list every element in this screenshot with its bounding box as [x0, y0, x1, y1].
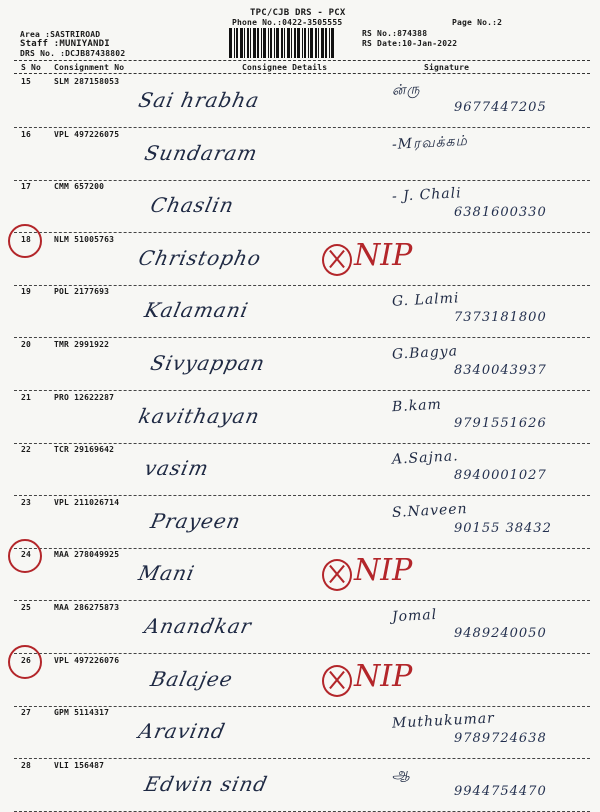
table-row	[14, 549, 590, 601]
row-signature: ன்ரு	[391, 81, 421, 99]
row-consignee-name: Christopho	[136, 245, 264, 270]
row-consignment-no: VPL 497226075	[54, 129, 120, 139]
row-consignee-name: Sundaram	[142, 140, 261, 165]
phone-number: Phone No.:0422-3505555	[232, 18, 343, 27]
row-phone-number: 90155 38432	[454, 520, 552, 536]
row-consignee-name: Aravind	[136, 719, 228, 744]
row-signature: - J. Chali	[391, 185, 463, 205]
circled-row-number-mark	[8, 224, 42, 258]
row-sno: 19	[21, 287, 32, 297]
col-sno: S No	[21, 63, 42, 72]
crossed-circle-mark-icon	[322, 244, 352, 276]
sheet-title: TPC/CJB DRS - PCX	[250, 8, 346, 18]
row-sno: 22	[21, 445, 32, 455]
row-nip-mark: NIP	[354, 237, 413, 273]
table-row	[14, 286, 590, 338]
row-consignee-name: Sai hrabha	[136, 88, 262, 112]
table-row	[14, 497, 590, 549]
crossed-circle-mark-icon	[322, 665, 352, 697]
row-consignment-no: TCR 29169642	[54, 445, 115, 455]
page-number: Page No.:2	[452, 18, 503, 27]
table-row	[14, 602, 590, 654]
row-sno: 20	[21, 340, 32, 349]
row-consignment-no: MAA 286275873	[54, 603, 120, 612]
row-signature: B.kam	[391, 396, 443, 415]
table-row	[14, 234, 590, 286]
row-signature: A.Sajna.	[391, 448, 460, 468]
row-sno: 16	[21, 129, 32, 139]
rs-date: RS Date:10-Jan-2022	[362, 39, 458, 48]
circled-row-number-mark	[8, 645, 42, 679]
row-consignee-name: kavithayan	[136, 403, 263, 428]
table-row	[14, 707, 590, 759]
row-sno: 28	[21, 760, 32, 770]
row-sno: 21	[21, 392, 32, 402]
crossed-circle-mark-icon	[322, 559, 352, 591]
row-signature: Muthukumar	[391, 710, 496, 732]
row-consignee-name: Prayeen	[148, 508, 244, 533]
col-consignee: Consignee Details	[242, 63, 328, 72]
staff-label: Staff :MUNIYANDI	[20, 39, 110, 49]
row-consignment-no: PRO 12622287	[54, 392, 115, 402]
area-label: Area :SASTRIROAD	[20, 30, 101, 39]
circled-row-number-mark	[8, 539, 42, 573]
row-consignment-no: SLM 287158053	[54, 77, 120, 86]
table-row	[14, 129, 590, 181]
row-consignee-name: Kalamani	[142, 298, 251, 323]
table-row	[14, 339, 590, 391]
rs-number: RS No.:874388	[362, 29, 428, 38]
row-nip-mark: NIP	[354, 658, 413, 694]
row-sno: 23	[21, 497, 32, 507]
row-consignment-no: VPL 211026714	[54, 497, 120, 507]
row-consignee-name: Chaslin	[148, 193, 237, 218]
row-consignment-no: GPM 5114317	[54, 708, 110, 718]
table-row	[14, 76, 590, 128]
row-sno: 15	[21, 77, 32, 86]
row-signature: G. Lalmi	[391, 290, 460, 311]
row-consignee-name: Mani	[136, 561, 198, 586]
row-sno: 25	[21, 603, 32, 612]
row-signature: Jomal	[391, 606, 438, 626]
table-row	[14, 392, 590, 444]
row-signature: G.Bagya	[391, 343, 459, 363]
row-phone-number: 7373181800	[454, 310, 547, 326]
col-signature: Signature	[424, 63, 470, 72]
row-consignment-no: TMR 2991922	[54, 340, 110, 349]
row-phone-number: 9944754470	[454, 783, 547, 799]
row-consignment-no: VPL 497226076	[54, 655, 120, 665]
row-signature: ஆ	[391, 765, 412, 783]
row-consignee-name: Sivyappan	[148, 351, 268, 375]
row-consignment-no: CMM 657200	[54, 182, 105, 192]
row-consignment-no: VLI 156487	[54, 760, 105, 770]
row-phone-number: 6381600330	[454, 205, 547, 221]
row-phone-number: 9489240050	[454, 626, 547, 641]
table-row	[14, 181, 590, 233]
header-divider-bottom	[14, 73, 590, 74]
drs-number: DRS No. :DCJB87438802	[20, 49, 126, 58]
row-phone-number: 9677447205	[454, 100, 547, 115]
row-sno: 26	[21, 655, 32, 665]
row-consignee-name: vasim	[142, 456, 212, 481]
row-consignment-no: MAA 278049925	[54, 550, 120, 560]
row-signature: S.Naveen	[391, 500, 469, 521]
row-sno: 27	[21, 708, 32, 718]
row-nip-mark: NIP	[354, 553, 413, 589]
row-consignment-no: POL 2177693	[54, 287, 110, 297]
row-consignment-no: NLM 51005763	[54, 234, 115, 244]
row-phone-number: 9789724638	[454, 731, 547, 747]
row-signature: -Mரவக்கம்	[391, 132, 469, 153]
table-row	[14, 655, 590, 707]
row-consignee-name: Anandkar	[142, 614, 255, 638]
table-row	[14, 444, 590, 496]
row-sno: 17	[21, 182, 32, 192]
row-sno: 18	[21, 234, 32, 244]
table-row	[14, 760, 590, 812]
col-consignment: Consignment No	[54, 63, 125, 72]
row-phone-number: 8340043937	[454, 363, 547, 378]
row-phone-number: 8940001027	[454, 468, 547, 484]
row-phone-number: 9791551626	[454, 415, 547, 431]
row-consignee-name: Edwin sind	[142, 771, 271, 796]
header-divider	[14, 60, 590, 61]
barcode	[229, 28, 355, 58]
row-consignee-name: Balajee	[148, 666, 236, 691]
row-sno: 24	[21, 550, 32, 560]
